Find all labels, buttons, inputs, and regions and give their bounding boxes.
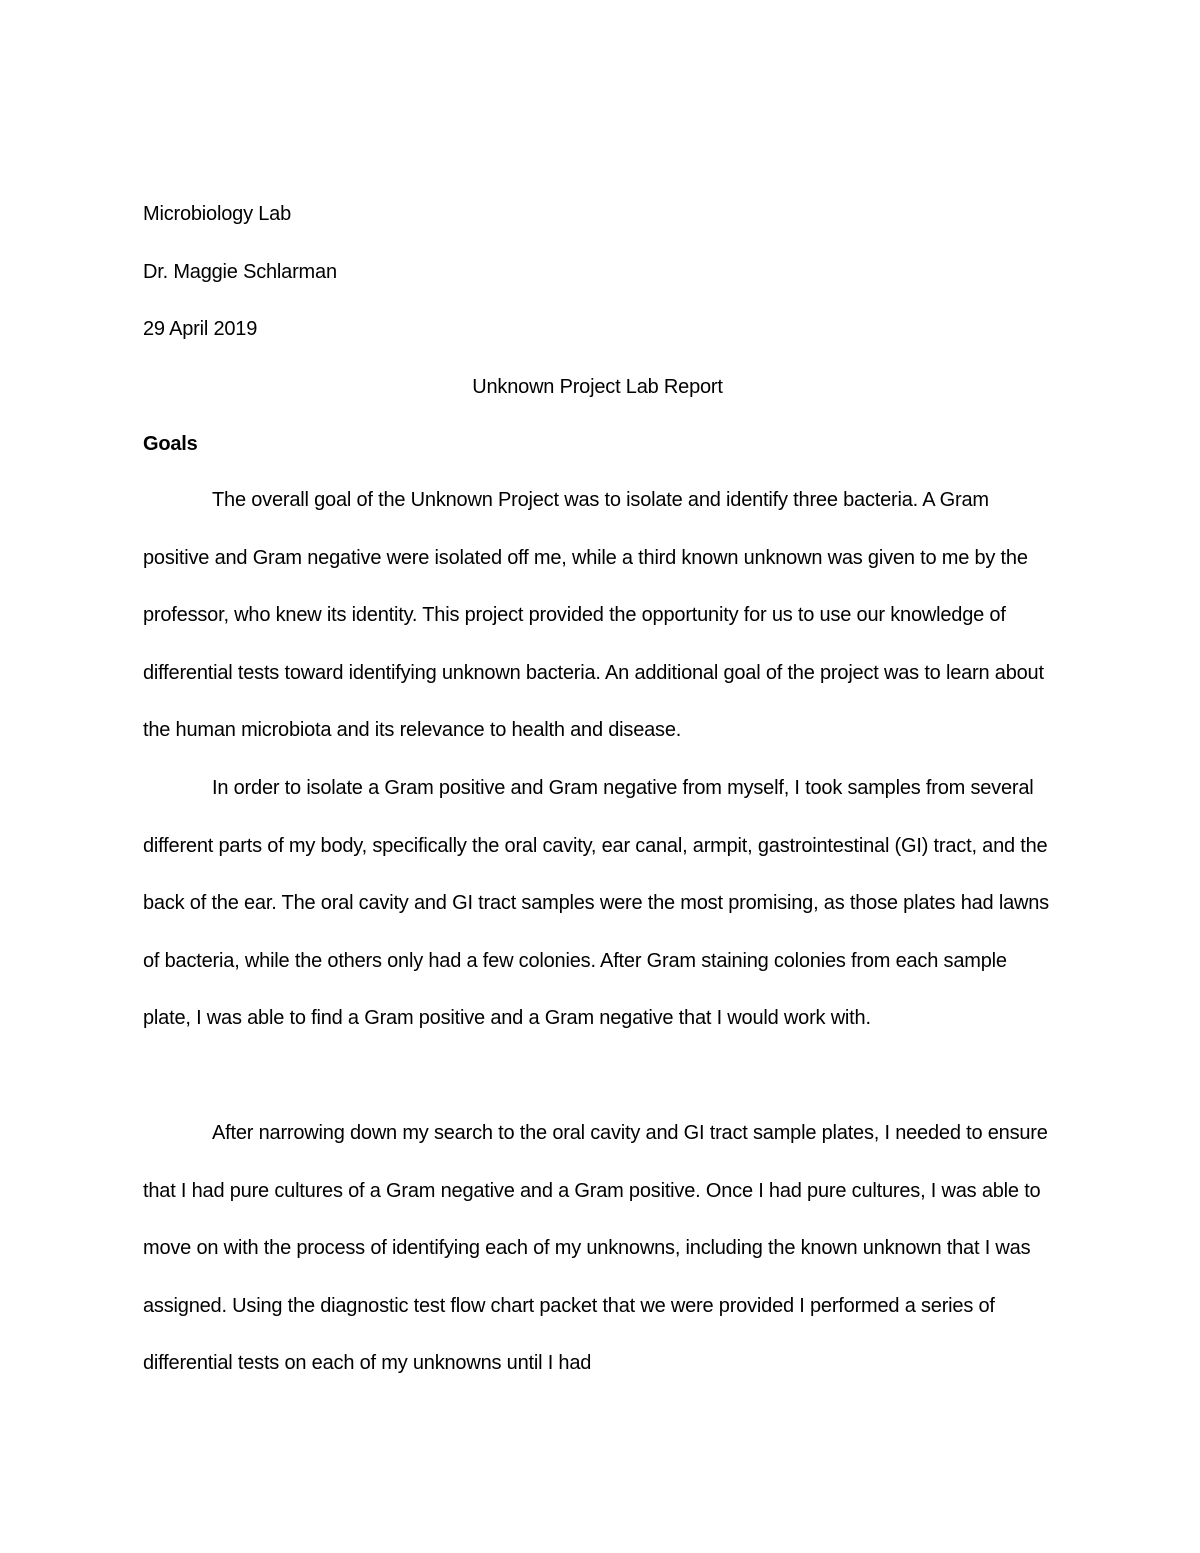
paragraph-3-block xyxy=(143,1105,1058,1393)
section-heading-goals: Goals xyxy=(143,433,198,455)
report-date: 29 April 2019 xyxy=(143,318,258,340)
paragraph: In order to isolate a Gram positive and Gram negative from myself, I took samples from several different parts of my body, specifically the oral cavity, ear canal, armpit, gastrointestinal (GI) tract, and the back of the ear. The oral cavity and GI tract samples were the most promising, as those plates had lawns of bacteria, while the others only had a few colonies. After Gram staining colonies from each sample plate, I was able to find a Gram positive and a Gram negative that I would work with. xyxy=(143,777,1049,1030)
course-name: Microbiology Lab xyxy=(143,203,291,225)
paragraph: After narrowing down my search to the oral cavity and GI tract sample plates, I needed to ensure that I had pure cultures of a Gram negative and a Gram positive. Once I had pure cultures, I was able to move on with the process of identifying each of my unknowns, including the known unknown that I was assigned. Using the diagnostic test flow chart packet that we were provided I performed a series of differential tests on each of my unknowns until I had xyxy=(143,1122,1048,1375)
instructor-name: Dr. Maggie Schlarman xyxy=(143,261,337,283)
document-title: Unknown Project Lab Report xyxy=(472,376,723,398)
paragraph: The overall goal of the Unknown Project was to isolate and identify three bacteria. A Gram positive and Gram negative were isolated off me, while a third known unknown was given to me by the professor, who knew its identity. This project provided the opportunity for us to use our knowledge of differential tests toward identifying unknown bacteria. An additional goal of the project was to learn about the human microbiota and its relevance to health and disease. xyxy=(143,489,1044,742)
paragraph-1-block xyxy=(143,472,1058,760)
paragraph-2-block xyxy=(143,760,1058,1048)
